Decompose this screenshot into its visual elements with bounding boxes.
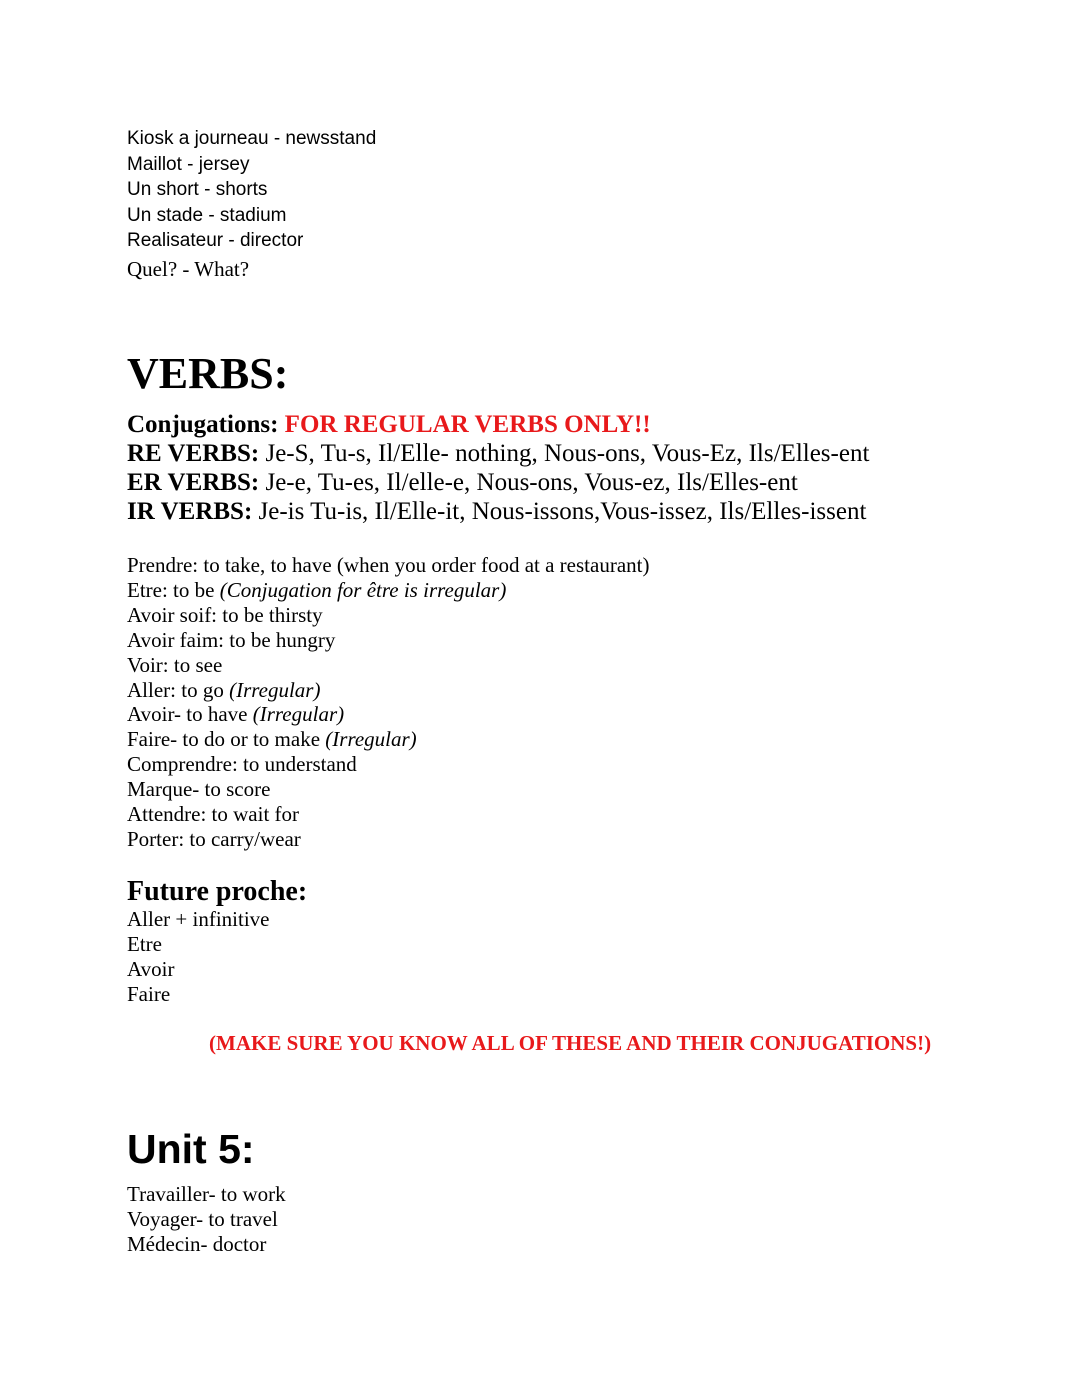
conjugation-endings: Je-e, Tu-es, Il/elle-e, Nous-ons, Vous-ez, Ils/Elles-ent bbox=[265, 469, 798, 496]
future-proche-list bbox=[127, 907, 269, 1007]
conjugation-label: ER VERBS: bbox=[127, 469, 260, 496]
future-item: Etre bbox=[127, 932, 162, 956]
unit5-heading: Unit 5: bbox=[127, 1126, 255, 1172]
verb-note: (Irregular) bbox=[325, 727, 417, 752]
verb-text: Prendre: to take, to have (when you order food at a restaurant) bbox=[127, 553, 650, 577]
verb-note: (Conjugation for être is irregular) bbox=[219, 577, 507, 602]
verb-item bbox=[127, 628, 649, 653]
vocab-item: Quel? - What? bbox=[127, 256, 250, 281]
vocab-item: Kiosk a journeau - newsstand bbox=[127, 128, 377, 149]
verb-item bbox=[127, 727, 649, 752]
verb-item bbox=[127, 553, 649, 578]
unit5-item: Médecin- doctor bbox=[127, 1232, 267, 1256]
future-item: Avoir bbox=[127, 957, 175, 981]
verb-text: Marque- to score bbox=[127, 777, 271, 802]
verb-item bbox=[127, 752, 649, 777]
regular-verbs-warning: FOR REGULAR VERBS ONLY!! bbox=[284, 411, 651, 438]
conjugation-label: RE VERBS: bbox=[127, 440, 260, 467]
verb-text: Avoir- to have bbox=[127, 702, 248, 727]
conjugation-row bbox=[127, 468, 869, 497]
conjugation-row bbox=[127, 439, 869, 468]
vocab-item: Un short - shorts bbox=[127, 179, 268, 201]
verb-item bbox=[127, 777, 649, 802]
future-proche-heading: Future proche: bbox=[127, 876, 308, 907]
conjugation-label: IR VERBS: bbox=[127, 498, 253, 525]
verb-item bbox=[127, 702, 649, 727]
verb-note: (Irregular) bbox=[229, 677, 321, 702]
conjugation-endings: Je-S, Tu-s, Il/Elle- nothing, Nous-ons, Vous-Ez, Ils/Elles-ent bbox=[265, 440, 870, 467]
verb-note: (Irregular) bbox=[252, 702, 345, 727]
conjugations-title bbox=[127, 410, 869, 439]
verbs-list bbox=[127, 553, 649, 852]
verb-text: Etre: to be bbox=[127, 577, 215, 602]
verb-text: Aller: to go bbox=[127, 677, 224, 702]
verb-item bbox=[127, 603, 649, 628]
verb-text: Porter: to carry/wear bbox=[127, 826, 301, 851]
verb-item bbox=[127, 802, 649, 827]
make-sure-note: (MAKE SURE YOU KNOW ALL OF THESE AND THEIR CONJUGATIONS!) bbox=[209, 1031, 932, 1055]
verb-text: Voir: to see bbox=[127, 652, 223, 677]
future-item: Aller + infinitive bbox=[127, 907, 270, 931]
verb-text: Avoir faim: to be hungry bbox=[127, 627, 336, 652]
verb-text: Comprendre: to understand bbox=[127, 752, 357, 777]
verb-text: Faire- to do or to make bbox=[127, 727, 321, 752]
verb-item bbox=[127, 678, 649, 703]
vocab-item: Un stade - stadium bbox=[127, 204, 287, 226]
unit5-item: Voyager- to travel bbox=[127, 1207, 278, 1231]
verb-item bbox=[127, 578, 649, 603]
unit5-list bbox=[127, 1182, 286, 1257]
conjugation-row bbox=[127, 497, 869, 526]
verb-text: Attendre: to wait for bbox=[127, 802, 300, 827]
future-item: Faire bbox=[127, 982, 171, 1006]
verb-text: Avoir soif: to be thirsty bbox=[127, 602, 323, 627]
verb-item bbox=[127, 827, 649, 852]
conjugations-label: Conjugations: bbox=[127, 411, 279, 438]
verb-item bbox=[127, 653, 649, 678]
conjugation-endings: Je-is Tu-is, Il/Elle-it, Nous-issons,Vous-issez, Ils/Elles-issent bbox=[258, 498, 867, 525]
vocab-item: Maillot - jersey bbox=[127, 153, 250, 175]
unit5-item: Travailler- to work bbox=[127, 1182, 286, 1206]
verbs-heading: VERBS: bbox=[127, 349, 289, 398]
vocab-item: Realisateur - director bbox=[127, 230, 304, 252]
conjugations-block bbox=[127, 410, 869, 526]
vocab-list bbox=[127, 126, 376, 284]
